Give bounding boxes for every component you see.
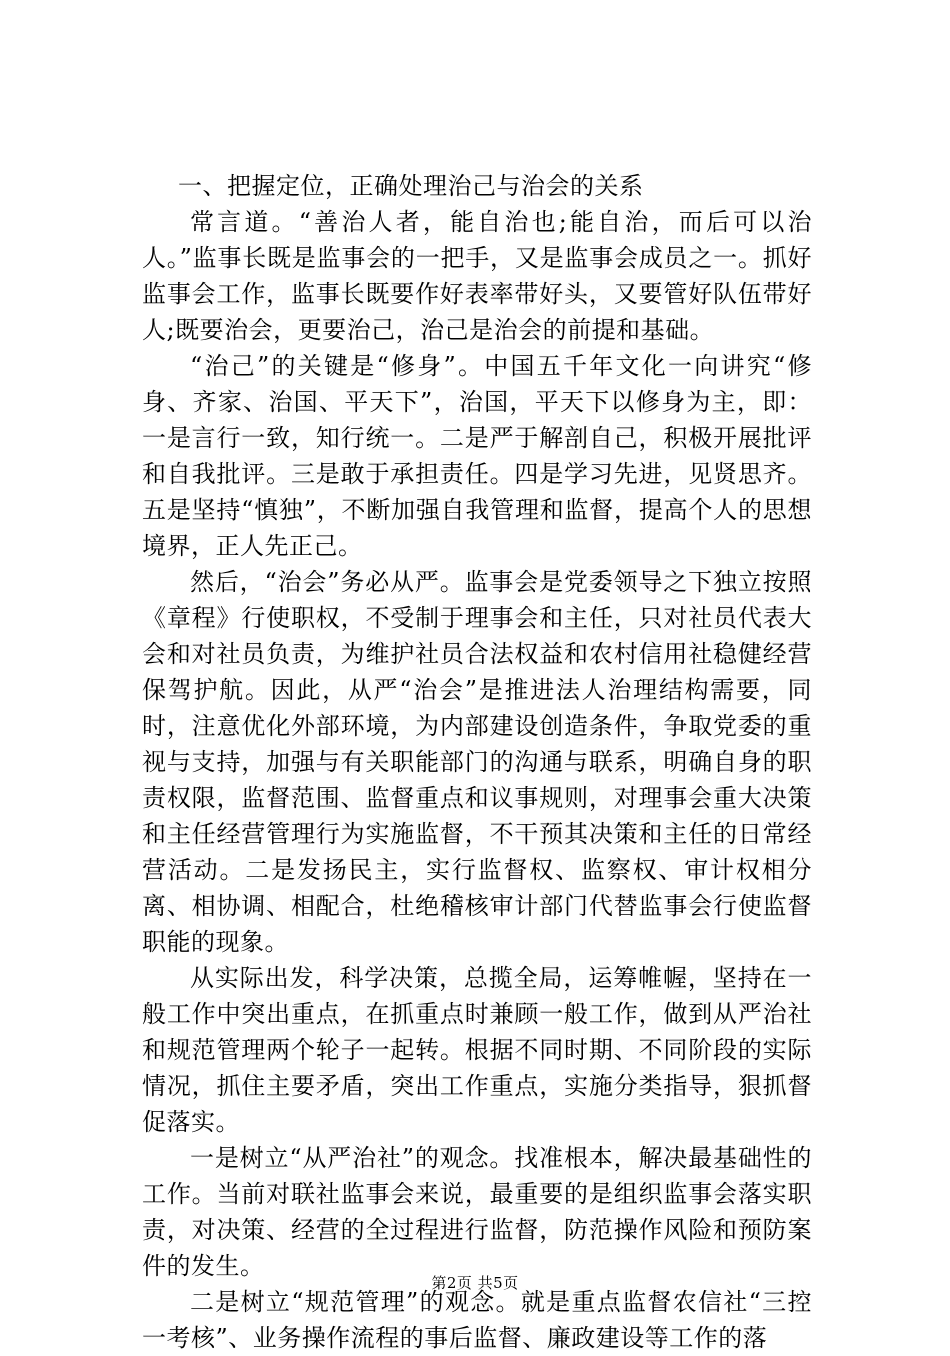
paragraph-self-governance: “治己”的关键是“修身”。中国五千年文化一向讲究“修身、齐家、治国、平天下”，治国，平天下以修身为主，即：一是言行一致，知行统一。二是严于解剖自己，积极开展批评和自我批评。三是敢于承担责任。四是学习先进，见贤思齐。五是坚持“慎独”，不断加强自我管理和监督，提高个人的思想境界，正人先正己。 bbox=[142, 352, 812, 560]
section-heading: 一、把握定位，正确处理治己与治会的关系 bbox=[178, 172, 644, 200]
document-body bbox=[142, 168, 812, 1356]
paragraph-strict-management: 一是树立“从严治社”的观念。找准根本，解决最基础性的工作。当前对联社监事会来说，最重要的是组织监事会落实职责，对决策、经营的全过程进行监督，防范操作风险和预防案件的发生。 bbox=[142, 1144, 812, 1280]
paragraph-decision-making: 从实际出发，科学决策，总揽全局，运筹帷幄，坚持在一般工作中突出重点，在抓重点时兼顾一般工作，做到从严治社和规范管理两个轮子一起转。根据不同时期、不同阶段的实际情况，抓住主要矛盾，突出工作重点，实施分类指导，狠抓督促落实。 bbox=[142, 964, 812, 1136]
page-number-footer: 第2页 共5页 bbox=[431, 1274, 519, 1292]
paragraph-board-governance: 然后，“治会”务必从严。监事会是党委领导之下独立按照《章程》行使职权，不受制于理事会和主任，只对社员代表大会和对社员负责，为维护社员合法权益和农村信用社稳健经营保驾护航。因此，从严“治会”是推进法人治理结构需要，同时，注意优化外部环境，为内部建设创造条件，争取党委的重视与支持，加强与有关职能部门的沟通与联系，明确自身的职责权限，监督范围、监督重点和议事规则，对理事会重大决策和主任经营管理行为实施监督，不干预其决策和主任的日常经营活动。二是发扬民主，实行监督权、监察权、审计权相分离、相协调、相配合，杜绝稽核审计部门代替监事会行使监督职能的现象。 bbox=[142, 568, 812, 956]
paragraph-quote: 常言道。“善治人者，能自治也;能自治，而后可以治人。”监事长既是监事会的一把手，又是监事会成员之一。抓好监事会工作，监事长既要作好表率带好头，又要管好队伍带好人;既要治会，更要治己，治己是治会的前提和基础。 bbox=[142, 208, 812, 344]
paragraph-standard-management: 二是树立“规范管理”的观念。就是重点监督农信社“三控一考核”、业务操作流程的事后监督、廉政建设等工作的落 bbox=[142, 1288, 812, 1352]
